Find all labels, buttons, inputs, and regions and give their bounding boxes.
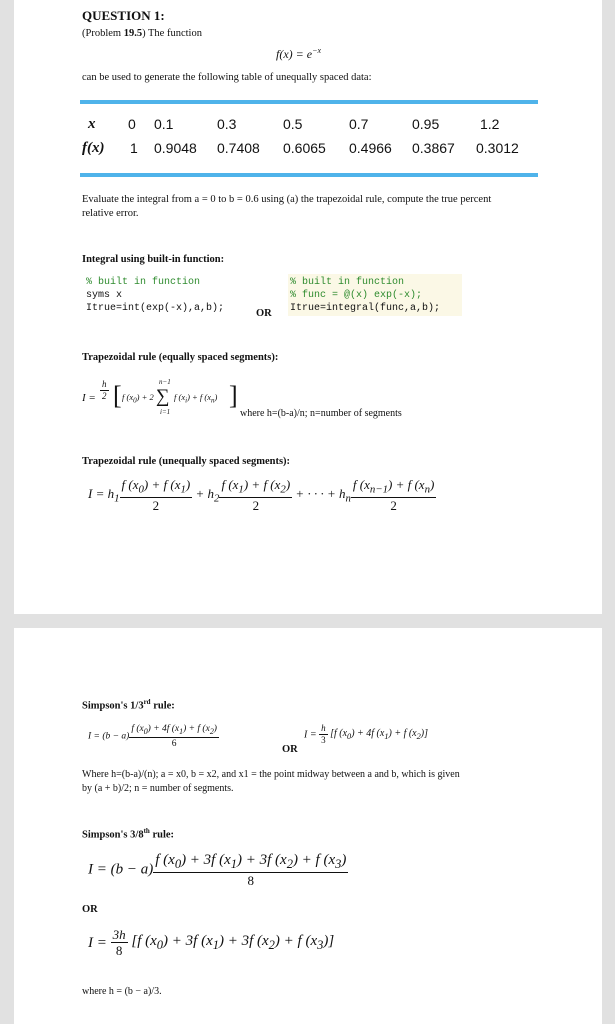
- code-comment: % built in function: [290, 277, 405, 288]
- simpson38-formula-a: I = (b − a) $\frac{f (x_0) + 3f (x_1) + 3f (x_2) + f (x_3)}{8}$: [88, 852, 347, 888]
- x-value: 1.2: [480, 116, 500, 132]
- simpson38-where: where h = (b − a)/3.: [82, 986, 162, 997]
- simpson13-where-1: Where h=(b-a)/(n); a = x0, b = x2, and x1 = the point midway between a and b, which is given: [82, 769, 460, 780]
- trap-equal-note: where h=(b-a)/n; n=number of segments: [240, 408, 402, 419]
- code-line: syms x: [86, 290, 123, 301]
- builtin-or: OR: [256, 308, 272, 319]
- fx-value: 1: [130, 140, 138, 156]
- x-row-label: x: [88, 116, 96, 132]
- fx-value: 0.3867: [412, 140, 455, 156]
- code-comment: % func = @(x) exp(-x);: [290, 290, 423, 301]
- x-value: 0.5: [283, 116, 303, 132]
- simpson38-heading: Simpson's 3/8th rule:: [82, 827, 175, 841]
- code-line: Itrue=integral(func,a,b);: [290, 303, 441, 314]
- fx-value: 0.6065: [283, 140, 326, 156]
- fx-value: 0.9048: [154, 140, 197, 156]
- table-bottom-rule: [80, 173, 538, 177]
- simpson13-or: OR: [282, 744, 298, 755]
- builtin-code-right: [288, 274, 462, 316]
- simpson13-heading: Simpson's 1/3rd rule:: [82, 698, 175, 712]
- simpson38-or: OR: [82, 904, 98, 915]
- simpson13-formula-a: I = (b − a) $\frac{f (x_0) + 4f (x_1) + f (x_2)}{6}$: [88, 724, 217, 749]
- trap-equal-heading: Trapezoidal rule (equally spaced segments):: [82, 352, 279, 363]
- question-heading: QUESTION 1:: [82, 8, 165, 23]
- page-2: [14, 628, 602, 1024]
- simpson13-formula-b: I = $\frac{h}{3}$ [f $(x_0) + 4f$ $(x_1) + f$ $(x_2)$]: [304, 723, 429, 745]
- x-value: 0.7: [349, 116, 369, 132]
- table-top-rule: [80, 100, 538, 104]
- x-value: 0.95: [412, 116, 440, 132]
- builtin-code-left: [86, 276, 224, 315]
- x-value: 0: [128, 116, 136, 132]
- fx-value: 0.7408: [217, 140, 260, 156]
- code-comment: % built in function: [86, 277, 201, 288]
- table-intro: can be used to generate the following table of unequally spaced data:: [82, 72, 372, 83]
- trap-unequal-heading: Trapezoidal rule (unequally spaced segments):: [82, 456, 291, 467]
- function-definition: $f(x) = e^{-x}$: [276, 46, 322, 61]
- fx-value: 0.4966: [349, 140, 392, 156]
- simpson13-where-2: by (a + b)/2; n = number of segments.: [82, 783, 234, 794]
- fx-value: 0.3012: [476, 140, 519, 156]
- problem-line: (Problem 19.5) The function: [82, 28, 202, 39]
- x-value: 0.1: [154, 116, 174, 132]
- task-line-2: relative error.: [82, 208, 139, 219]
- task-line-1: Evaluate the integral from a = 0 to b = 0.6 using (a) the trapezoidal rule, compute the true percent: [82, 194, 492, 205]
- x-value: 0.3: [217, 116, 237, 132]
- code-line: Itrue=int(exp(-x),a,b);: [86, 303, 225, 314]
- page-1: QUESTION 1: (Problem 19.5) The function $f(x) = e^{-x}$ can be used to generate the following table of unequally spaced data: x f(x) 0 0.1 0.3 0.5 0.7 0.95 1.2 1 0.9048 0.7408 0.6065 0.4966 0.3867 0.3012 Evaluate the integral from a = 0 to b = 0.6 using (a) the trapezoidal rule, compute the true percent relative error. Integral using built-in function: % built in function syms x Itrue=int(exp(-x),a,b); OR % built in function % func = @(x) exp(-x); Itrue=integral(func,a,b); Trapezoidal rule (equally spaced segments): I = $\frac{h}{2}$ [ f $(x_0) + 2$ n−1 ∑ i=1 f $(x_i) + f$ $(x_n)$ ] where h=(b-a)/n; n=number of segments Trapezoidal rule (unequally spaced segments): $I = h_1$ $\frac{f (x_0) + f (x_1)}{2}$ + $h_2$ $\frac{f (x_1) + f (x_2)}{2}$ + · · · + $h_n$ $\frac{f (x_{n-1}) + f (x_n)}{2}$: [14, 0, 602, 614]
- fx-row-label: f(x): [82, 140, 105, 156]
- builtin-heading: Integral using built-in function:: [82, 254, 225, 265]
- trap-unequal-formula: $I = h_1$ $\frac{f (x_0) + f (x_1)}{2}$ + $h_2$ $\frac{f (x_1) + f (x_2)}{2}$ + · · · + $h_n$ $\frac{f (x_{n-1}) + f (x_n)}{2}$: [88, 477, 435, 513]
- simpson38-formula-b: I = $\frac{3h}{8}$ [f $(x_0) + 3f$ $(x_1) + 3f$ $(x_2) + f$ $(x_3)$]: [88, 927, 335, 959]
